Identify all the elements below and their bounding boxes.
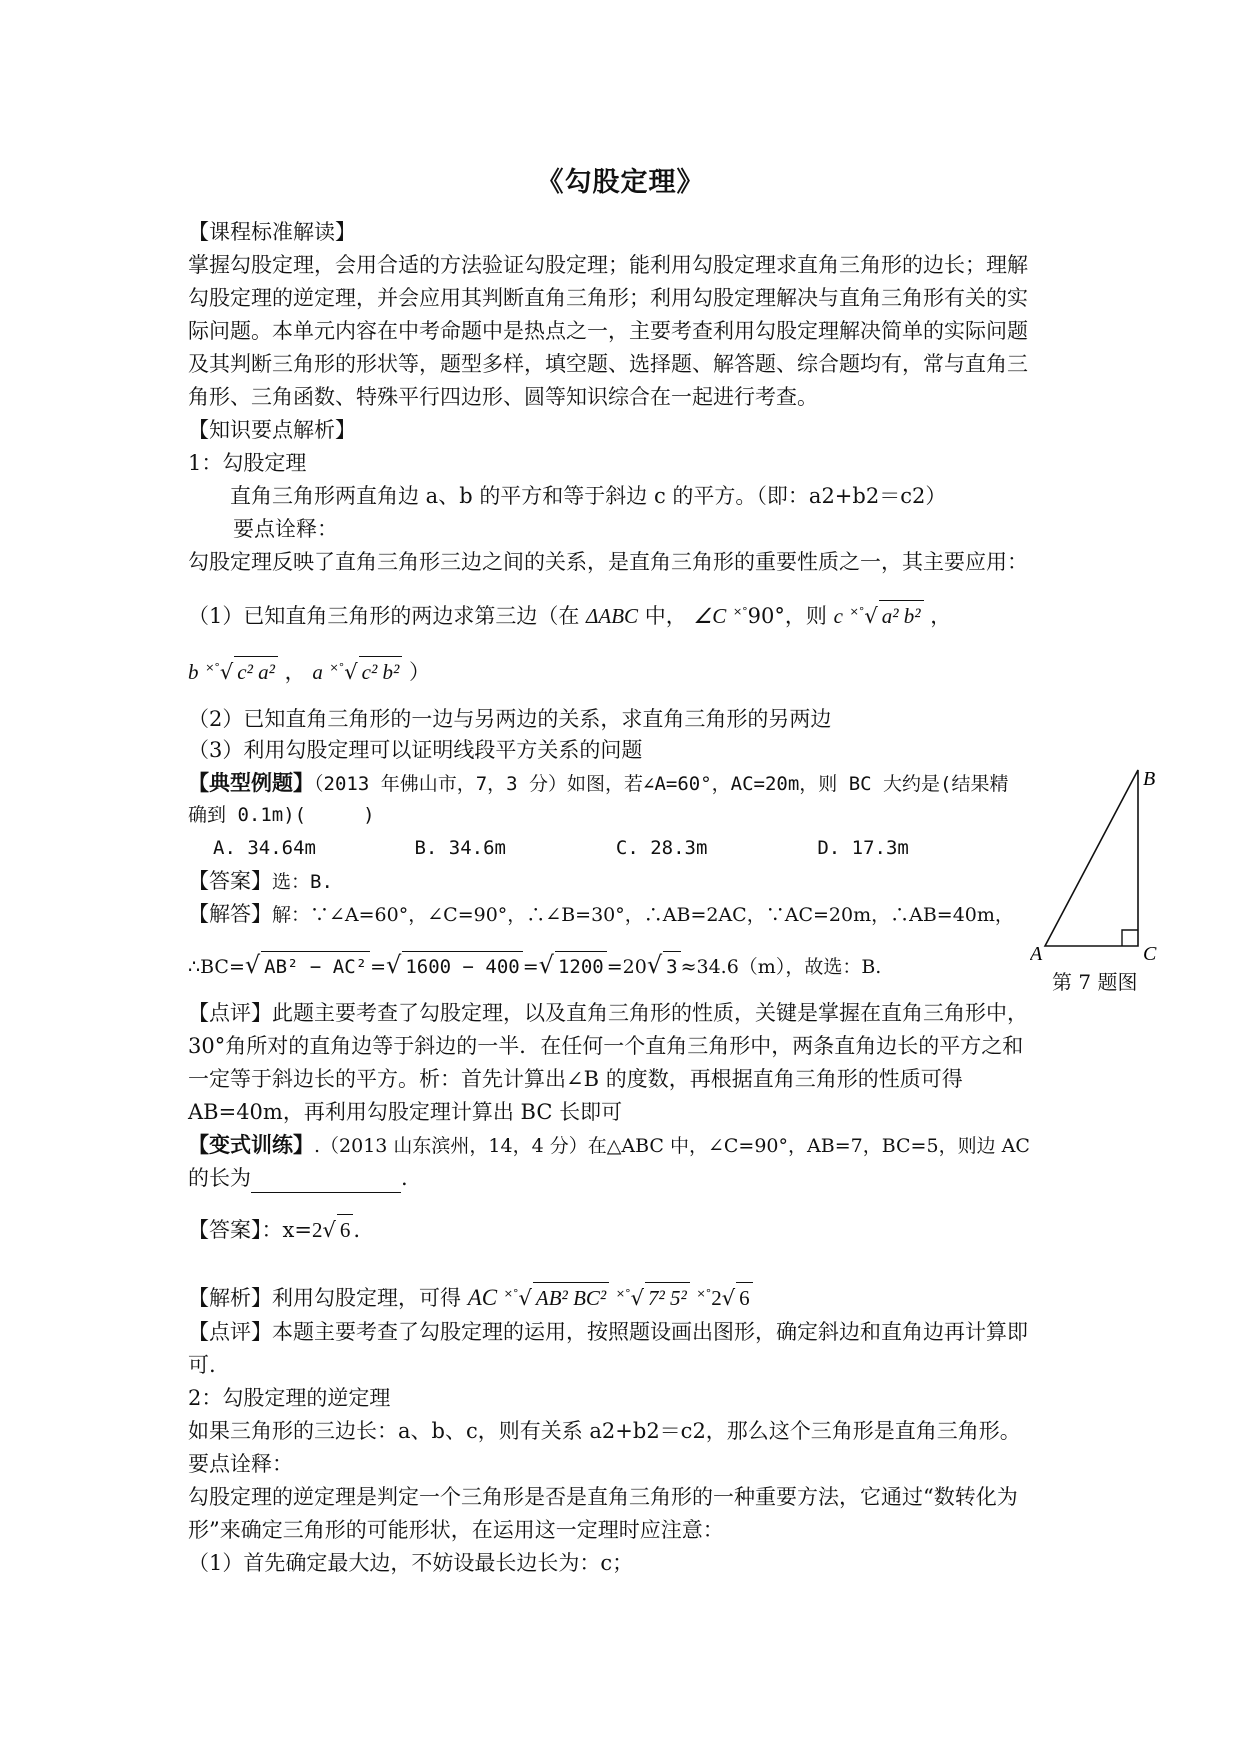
note-label: 要点诠释： bbox=[188, 1452, 293, 1476]
garbled-symbol-icon: ×° bbox=[503, 1287, 519, 1300]
radical-sign-icon: √ bbox=[646, 951, 663, 979]
option-b: B. 34.6m bbox=[414, 837, 506, 859]
right-angle-mark bbox=[1122, 930, 1138, 946]
converse-statement: 如果三角形的三边长：a、b、c，则有关系 a2+b2＝c2，那么这个三角形是直角三角形。 bbox=[188, 1419, 1021, 1443]
radical-sign-icon: √ bbox=[538, 951, 554, 979]
radicand: c² b² bbox=[359, 656, 403, 687]
garbled-symbol-icon: ×° bbox=[615, 1287, 631, 1300]
radical-sign-icon: √ bbox=[244, 951, 261, 979]
variant-heading: 【变式训练】 bbox=[188, 1132, 314, 1157]
radicand: 6 bbox=[736, 1282, 753, 1313]
comment-heading: 【点评】 bbox=[188, 1320, 272, 1344]
answer-heading: 【答案】 bbox=[188, 1218, 262, 1242]
answer-line: 【答案】选：B. bbox=[188, 869, 333, 893]
option-d: D. 17.3m bbox=[817, 837, 909, 859]
comment-line: AB=40m，再利用勾股定理计算出 BC 长即可 bbox=[188, 1100, 623, 1124]
vertex-label-c: C bbox=[1143, 943, 1157, 965]
radical-sign-icon: √ bbox=[219, 660, 234, 684]
radicand: 1200 bbox=[555, 951, 607, 982]
section-heading-knowledge: 【知识要点解析】 bbox=[188, 418, 356, 442]
section-heading-curriculum: 【课程标准解读】 bbox=[188, 220, 356, 244]
radical-sign-icon: √ bbox=[630, 1286, 645, 1310]
triangle-figure bbox=[1030, 760, 1200, 1000]
paragraph-line: 形”来确定三角形的可能形状，在运用这一定理时应注意： bbox=[188, 1518, 724, 1542]
radical-sign-icon: √ bbox=[518, 1286, 532, 1310]
solution-line: 【解答】解：∵∠A=60°，∠C=90°，∴∠B=30°，∴AB=2AC，∵AC=20m，∴AB=40m， bbox=[188, 902, 1014, 926]
radicand: 6 bbox=[337, 1214, 354, 1245]
analysis-heading: 【解析】 bbox=[188, 1286, 272, 1310]
paragraph-line: 及其判断三角形的形状等，题型多样，填空题、选择题、解答题、综合题均有，常与直角三 bbox=[188, 352, 1028, 376]
analysis-line: 【解析】利用勾股定理，可得 AC ×°√ AB² BC² ×°√ 7² 5² ×°2√ 6 bbox=[188, 1279, 753, 1313]
comment-line: 一定等于斜边长的平方。析：首先计算出∠B 的度数，再根据直角三角形的性质可得 bbox=[188, 1067, 963, 1091]
triangle-shape bbox=[1045, 770, 1138, 946]
garbled-symbol-icon: ×° bbox=[732, 605, 748, 618]
paragraph-line: 勾股定理的逆定理，并会应用其判断直角三角形；利用勾股定理解决与直角三角形有关的实 bbox=[188, 286, 1028, 310]
radicand: c² a² bbox=[234, 656, 278, 687]
answer-heading: 【答案】 bbox=[188, 869, 272, 893]
vertex-label-b: B bbox=[1143, 768, 1156, 790]
comment-line: 【点评】本题主要考查了勾股定理的运用，按照题设画出图形，确定斜边和直角边再计算即 bbox=[188, 1320, 1028, 1344]
paragraph-line: 掌握勾股定理，会用合适的方法验证勾股定理；能利用勾股定理求直角三角形的边长；理解 bbox=[188, 253, 1028, 277]
radicand: AB² − AC² bbox=[261, 951, 370, 982]
garbled-symbol-icon: ×° bbox=[849, 605, 865, 618]
application-2: （2）已知直角三角形的一边与另两边的关系，求直角三角形的另两边 bbox=[188, 707, 832, 731]
subsection-heading: 1：勾股定理 bbox=[188, 451, 307, 475]
option-a: A. 34.64m bbox=[213, 837, 316, 859]
vertex-label-a: A bbox=[1030, 943, 1043, 965]
subsection-heading: 2：勾股定理的逆定理 bbox=[188, 1386, 391, 1410]
paragraph-line: 勾股定理的逆定理是判定一个三角形是否是直角三角形的一种重要方法，它通过“数转化为 bbox=[188, 1485, 1018, 1509]
variant-question-line: 【变式训练】.（2013 山东滨州，14，4 分）在△ABC 中，∠C=90°，AB=7，BC=5，则边 AC bbox=[188, 1132, 1030, 1157]
radical-sign-icon: √ bbox=[322, 1218, 336, 1242]
radical-sign-icon: √ bbox=[386, 951, 402, 979]
option-c: C. 28.3m bbox=[615, 837, 708, 859]
example-heading: 【典型例题】 bbox=[188, 770, 314, 795]
radicand: AB² BC² bbox=[533, 1282, 609, 1313]
paragraph-line: 际问题。本单元内容在中考命题中是热点之一，主要考查利用勾股定理解决简单的实际问题 bbox=[188, 319, 1028, 343]
radical-sign-icon: √ bbox=[721, 1286, 736, 1310]
radicand: a² b² bbox=[879, 600, 924, 631]
radicand: 1600 − 400 bbox=[402, 951, 522, 982]
note-label: 要点诠释： bbox=[233, 517, 338, 541]
radicand: 7² 5² bbox=[645, 1282, 690, 1313]
radical-sign-icon: √ bbox=[864, 604, 878, 628]
garbled-symbol-icon: ×° bbox=[696, 1287, 712, 1300]
comment-line: 30°角所对的直角边等于斜边的一半．在任何一个直角三角形中，两条直角边长的平方之和 bbox=[188, 1034, 1024, 1058]
application-1-line: （1）已知直角三角形的两边求第三边（在 ΔABC 中， ∠C ×°90°，则 c ×°√ a² b² ， bbox=[188, 597, 951, 631]
page-title: 《勾股定理》 bbox=[536, 167, 705, 198]
garbled-symbol-icon: ×° bbox=[205, 661, 220, 674]
paragraph-line: 角形、三角函数、特殊平行四边形、圆等知识综合在一起进行考查。 bbox=[188, 385, 818, 409]
comment-heading: 【点评】 bbox=[188, 1001, 272, 1025]
paragraph-line: （1）首先确定最大边，不妨设最长边长为：c； bbox=[188, 1551, 634, 1575]
comment-line: 可. bbox=[188, 1353, 216, 1377]
answer-options bbox=[213, 833, 1007, 863]
example-question-line: 确到 0.1m)( ) bbox=[188, 804, 375, 826]
solution-heading: 【解答】 bbox=[188, 902, 272, 926]
application-3: （3）利用勾股定理可以证明线段平方关系的问题 bbox=[188, 738, 643, 762]
comment-line: 【点评】此题主要考查了勾股定理，以及直角三角形的性质，关键是掌握在直角三角形中， bbox=[188, 1001, 1028, 1025]
variant-answer-line: 【答案】：x=2√ 6 . bbox=[188, 1214, 360, 1245]
solution-formula-line: ∴BC=√ AB² − AC² =√ 1600 − 400 =√ 1200 =20√ 3 ≈34.6（m），故选：B. bbox=[188, 950, 881, 982]
application-1-formulas: b ×°√ c² a² ， a ×°√ c² b² ） bbox=[188, 653, 430, 687]
answer-blank bbox=[251, 1170, 401, 1193]
paragraph-line: 勾股定理反映了直角三角形三边之间的关系，是直角三角形的重要性质之一，其主要应用： bbox=[188, 550, 1028, 574]
radical-sign-icon: √ bbox=[344, 660, 358, 684]
radicand: 3 bbox=[663, 951, 680, 982]
theorem-statement: 直角三角形两直角边 a、b 的平方和等于斜边 c 的平方。（即：a2+b2＝c2） bbox=[230, 484, 947, 508]
figure-caption: 第 7 题图 bbox=[1052, 970, 1138, 994]
variant-question-line: 的长为 . bbox=[188, 1163, 408, 1193]
garbled-symbol-icon: ×° bbox=[329, 661, 345, 674]
example-question-line: 【典型例题】（2013 年佛山市，7，3 分）如图，若∠A=60°，AC=20m，则 BC 大约是(结果精 bbox=[188, 770, 1009, 795]
